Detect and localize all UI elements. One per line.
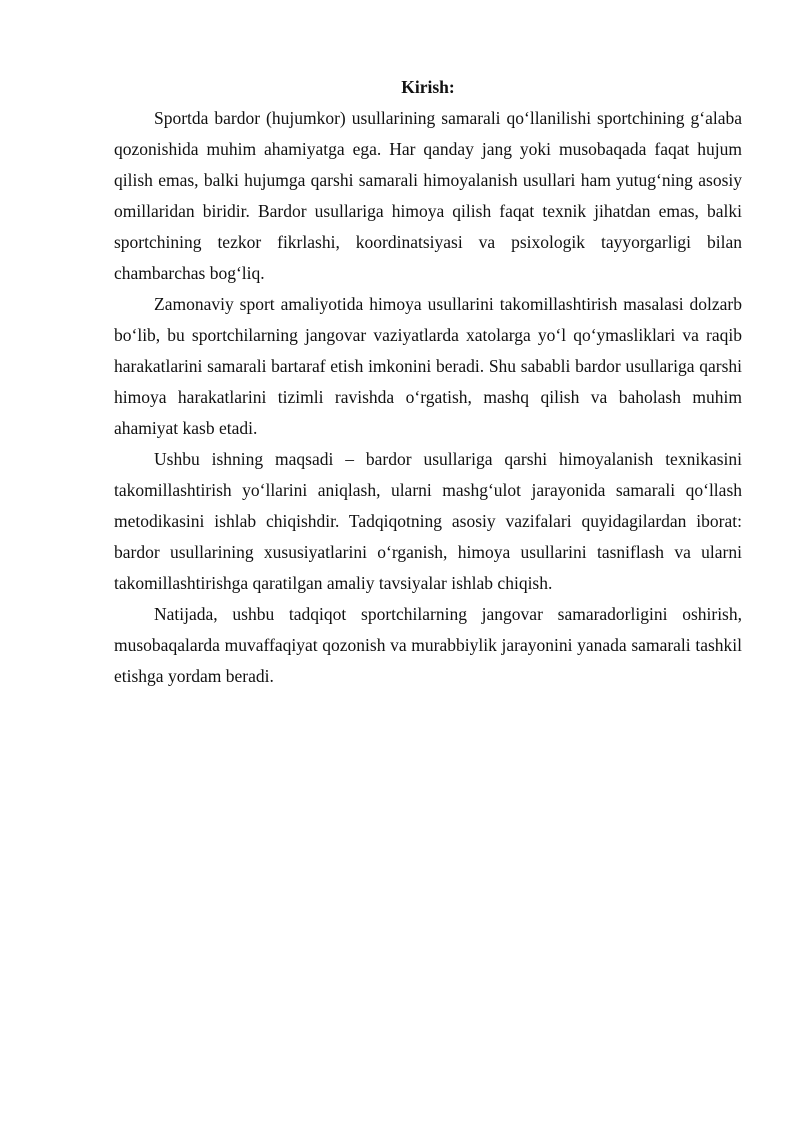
paragraph-3: Ushbu ishning maqsadi – bardor usullariga qarshi himoyalanish texnikasini takomillashtirish yo‘llarini aniqlash, ularni mashg‘ulot jarayonida samarali qo‘llash metodikasini ishlab chiqishdir. Tadqiqotning asosiy vazifalari quyidagilardan iborat: bardor usullarining xususiyatlarini o‘rganish, himoya usullarini tasniflash va ularni takomillashtirishga qaratilgan amaliy tavsiyalar ishlab chiqish.: [114, 449, 742, 593]
paragraph-2: Zamonaviy sport amaliyotida himoya usullarini takomillashtirish masalasi dolzarb bo‘lib, bu sportchilarning jangovar vaziyatlarda xatolarga yo‘l qo‘ymasliklari va raqib harakatlarini samarali bartaraf etish imkonini beradi. Shu sababli bardor usullariga qarshi himoya harakatlarini tizimli ravishda o‘rgatish, mashq qilish va baholash muhim ahamiyat kasb etadi.: [114, 294, 742, 438]
section-heading: Kirish:: [401, 77, 455, 97]
document-body: [114, 72, 742, 692]
paragraph-1: Sportda bardor (hujumkor) usullarining samarali qo‘llanilishi sportchining g‘alaba qozonishida muhim ahamiyatga ega. Har qanday jang yoki musobaqada faqat hujum qilish emas, balki hujumga qarshi samarali himoyalanish usullari ham yutug‘ning asosiy omillaridan biridir. Bardor usullariga himoya qilish faqat texnik jihatdan emas, balki sportchining tezkor fikrlashi, koordinatsiyasi va psixologik tayyorgarligi bilan chambarchas bog‘liq.: [114, 108, 742, 283]
paragraph-4: Natijada, ushbu tadqiqot sportchilarning jangovar samaradorligini oshirish, musobaqalarda muvaffaqiyat qozonish va murabbiylik jarayonini yanada samarali tashkil etishga yordam beradi.: [114, 604, 742, 686]
